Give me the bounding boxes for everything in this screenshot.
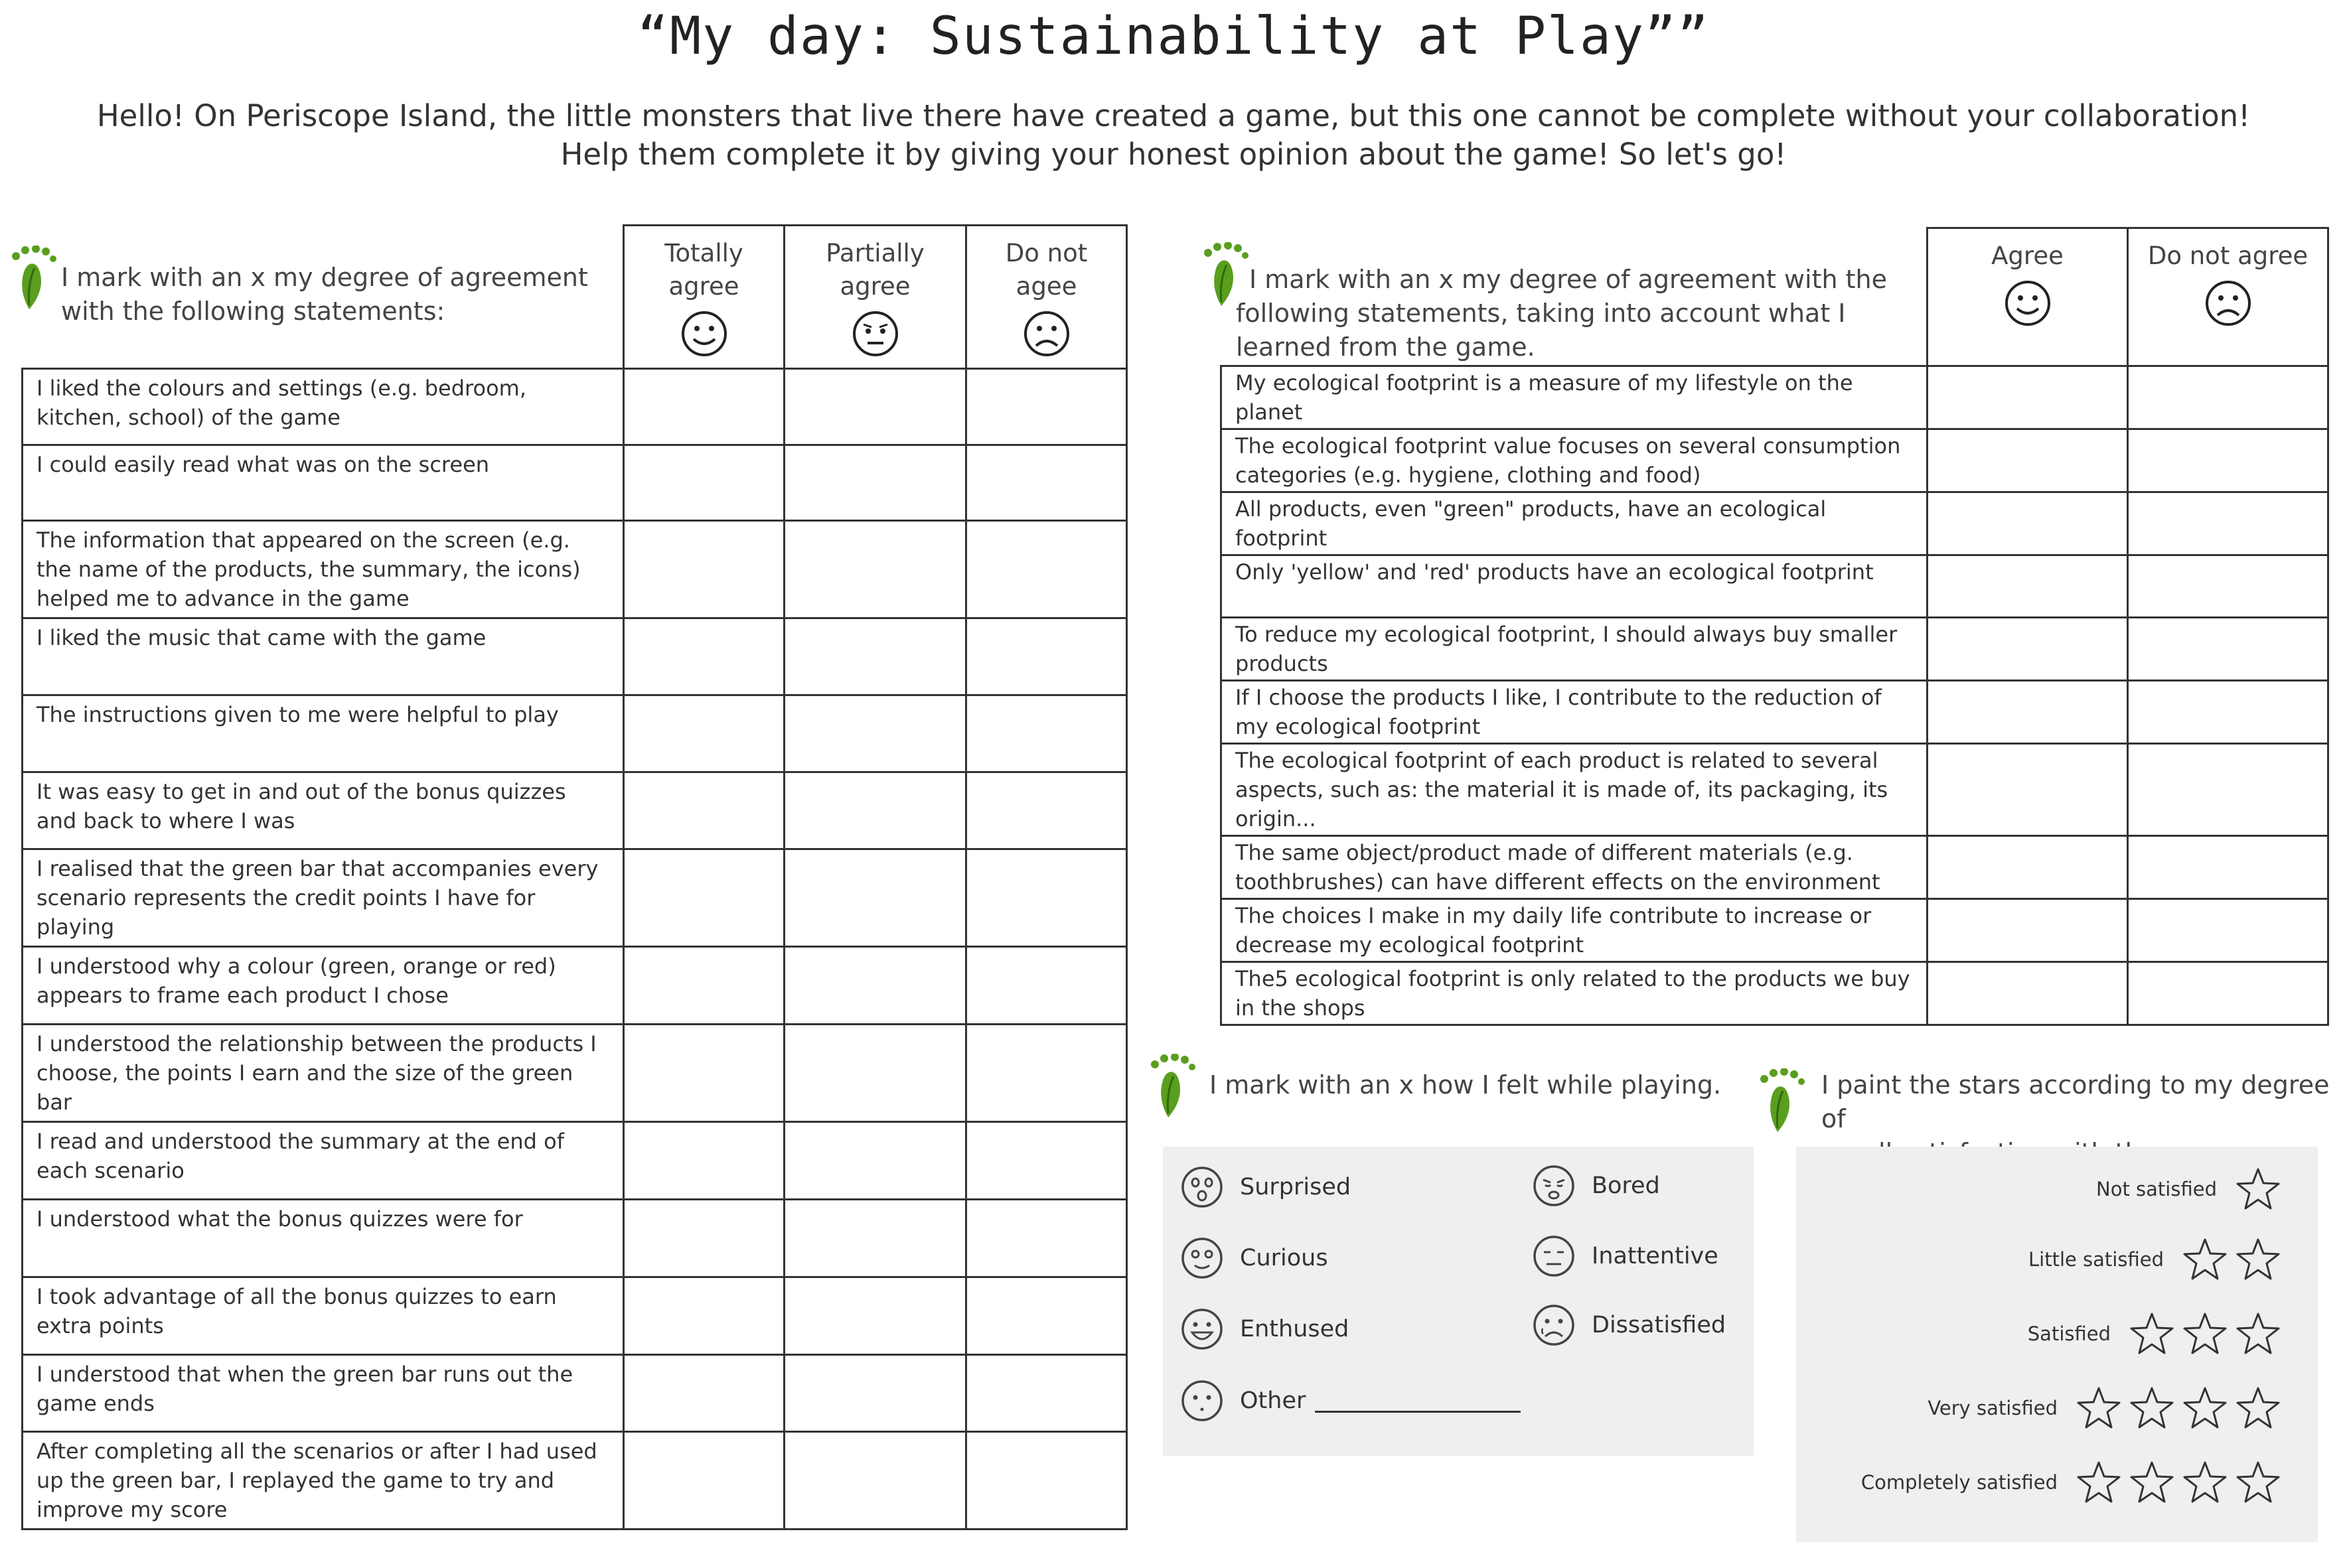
bored-face-icon [1532,1164,1576,1208]
statement-text: To reduce my ecological footprint, I should always buy smaller products [1221,618,1928,681]
table-row [1221,962,2328,1025]
footprint-leaf-icon [1150,1054,1196,1120]
star-icon[interactable] [2129,1386,2174,1431]
section1-instruction: I mark with an x my degree of agreement with the following statements: [61,263,588,326]
star-icon[interactable] [2235,1311,2281,1356]
answer-cell-do-not-agree[interactable] [2128,899,2328,962]
intro-line-1: Hello! On Periscope Island, the little monsters that live there have created a game, but this one cannot be complete without your collaboration! [96,98,2251,133]
col-totally-agree: Totally agree [624,226,785,369]
feeling-bored[interactable]: Bored [1532,1164,1660,1208]
statement-text: The ecological footprint of each product is related to several aspects, such as: the material it is made of, its packaging, its origin... [1221,744,1928,836]
answer-cell-do-not-agree[interactable] [2128,744,2328,836]
table-row [23,1200,1127,1277]
curious-face-icon [1180,1236,1224,1280]
star-icon[interactable] [2235,1167,2281,1212]
statement-text: The ecological footprint value focuses on several consumption categories (e.g. hygiene, clothing and food) [1221,429,1928,492]
table-row [1221,899,2328,962]
answer-cell-do-not-agree[interactable] [966,1277,1127,1355]
answer-cell-do-not-agree[interactable] [966,1025,1127,1122]
answer-cell-agree[interactable] [1928,899,2128,962]
statement-text: I understood why a colour (green, orange or red) appears to frame each product I chose [23,947,624,1025]
star-icon[interactable] [2129,1311,2174,1356]
answer-cell-agree[interactable] [1928,366,2128,429]
answer-cell-partially-agree[interactable] [785,1432,966,1530]
section4-instruction: I paint the stars according to my degree of [1821,1070,2330,1133]
answer-cell-partially-agree[interactable] [785,1200,966,1277]
satisfaction-panel [1796,1147,2318,1542]
statement-text: I understood what the bonus quizzes were for [23,1200,624,1277]
statement-text: I could easily read what was on the screen [23,445,624,521]
footprint-leaf-icon [1759,1068,1805,1135]
star-icon[interactable] [2235,1386,2281,1431]
answer-cell-do-not-agree[interactable] [2128,429,2328,492]
answer-cell-totally-agree[interactable] [624,1277,785,1355]
table-row [23,521,1127,618]
answer-cell-partially-agree[interactable] [785,1025,966,1122]
statement-text: After completing all the scenarios or after I had used up the green bar, I replayed the game to try and improve my score [23,1432,624,1530]
answer-cell-agree[interactable] [1928,836,2128,899]
satisfaction-level-label: Satisfied [2027,1322,2111,1345]
statement-text: Only 'yellow' and 'red' products have an ecological footprint [1221,555,1928,618]
answer-cell-agree[interactable] [1928,555,2128,618]
statement-text: The choices I make in my daily life contribute to increase or decrease my ecological footprint [1221,899,1928,962]
neutral-face-icon [852,310,899,358]
feeling-dissatisfied[interactable]: Dissatisfied [1532,1303,1726,1347]
satisfaction-level-row [2096,1167,2281,1212]
satisfaction-level-row [2028,1311,2281,1356]
answer-cell-partially-agree[interactable] [785,369,966,445]
feeling-other[interactable]: Other [1180,1379,1521,1423]
answer-cell-partially-agree[interactable] [785,521,966,618]
answer-cell-do-not-agree[interactable] [2128,681,2328,744]
statement-text: The information that appeared on the screen (e.g. the name of the products, the summary, the icons) helped me to advance in the game [23,521,624,618]
answer-cell-do-not-agree[interactable] [2128,555,2328,618]
star-icon[interactable] [2129,1460,2174,1505]
table-row [1221,366,2328,429]
answer-cell-do-not-agree[interactable] [2128,836,2328,899]
sad-face-icon [2204,279,2252,327]
statement-text: I took advantage of all the bonus quizzes to earn extra points [23,1277,624,1355]
answer-cell-agree[interactable] [1928,962,2128,1025]
answer-cell-do-not-agree[interactable] [966,1200,1127,1277]
satisfaction-level-label: Very satisfied [1928,1397,2058,1419]
answer-cell-totally-agree[interactable] [624,947,785,1025]
answer-cell-do-not-agree[interactable] [966,369,1127,445]
satisfaction-level-label: Not satisfied [2096,1178,2217,1200]
answer-cell-totally-agree[interactable] [624,695,785,772]
answer-cell-partially-agree[interactable] [785,695,966,772]
table-row [1221,744,2328,836]
feeling-enthused[interactable]: Enthused [1180,1307,1349,1351]
feeling-surprised[interactable]: Surprised [1180,1165,1351,1209]
answer-cell-do-not-agree[interactable] [966,849,1127,947]
answer-cell-do-not-agree[interactable] [966,772,1127,849]
statement-text: The5 ecological footprint is only related to the products we buy in the shops [1221,962,1928,1025]
statement-text: My ecological footprint is a measure of my lifestyle on the planet [1221,366,1928,429]
feeling-inattentive[interactable]: Inattentive [1532,1234,1718,1278]
star-icon[interactable] [2076,1460,2121,1505]
answer-cell-totally-agree[interactable] [624,1122,785,1200]
table-row [23,849,1127,947]
star-icon[interactable] [2235,1460,2281,1505]
other-face-icon [1180,1379,1224,1423]
answer-cell-do-not-agree[interactable] [966,618,1127,695]
answer-cell-do-not-agree[interactable] [2128,366,2328,429]
answer-cell-totally-agree[interactable] [624,369,785,445]
col-do-not-agree: Do not agee [966,226,1127,369]
answer-cell-totally-agree[interactable] [624,1200,785,1277]
satisfaction-level-row [2028,1237,2281,1282]
col-do-not-agree: Do not agree [2128,228,2328,366]
answer-cell-partially-agree[interactable] [785,1277,966,1355]
table-row [23,618,1127,695]
statement-text: I liked the music that came with the game [23,618,624,695]
answer-cell-do-not-agree[interactable] [966,445,1127,521]
answer-cell-totally-agree[interactable] [624,521,785,618]
answer-cell-totally-agree[interactable] [624,772,785,849]
intro-line-2: Help them complete it by giving your honest opinion about the game! So let's go! [560,137,1787,172]
answer-cell-totally-agree[interactable] [624,1025,785,1122]
answer-cell-totally-agree[interactable] [624,1432,785,1530]
answer-cell-partially-agree[interactable] [785,772,966,849]
section2-instruction: I mark with an x my degree of agreement with the following statements, taking into account what I learned from the game. [1236,265,1888,362]
answer-cell-agree[interactable] [1928,618,2128,681]
table-row [1221,836,2328,899]
answer-cell-do-not-agree[interactable] [2128,618,2328,681]
agreement-table-learning [1220,227,2329,1026]
answer-cell-do-not-agree[interactable] [966,1122,1127,1200]
star-icon[interactable] [2182,1237,2228,1282]
table-row [23,1432,1127,1530]
star-icon[interactable] [2182,1311,2228,1356]
table-row [23,947,1127,1025]
answer-cell-partially-agree[interactable] [785,618,966,695]
statement-text: I liked the colours and settings (e.g. bedroom, kitchen, school) of the game [23,369,624,445]
surprised-face-icon [1180,1165,1224,1209]
table-row [23,1355,1127,1432]
answer-cell-do-not-agree[interactable] [2128,492,2328,555]
statement-text: It was easy to get in and out of the bonus quizzes and back to where I was [23,772,624,849]
dissatisfied-face-icon [1532,1303,1576,1347]
answer-cell-totally-agree[interactable] [624,1355,785,1432]
table-row [23,1025,1127,1122]
satisfaction-level-row [1861,1460,2281,1505]
answer-cell-totally-agree[interactable] [624,618,785,695]
table-row [23,695,1127,772]
table-row [23,1277,1127,1355]
star-icon[interactable] [2235,1237,2281,1282]
statement-text: All products, even "green" products, have an ecological footprint [1221,492,1928,555]
answer-cell-totally-agree[interactable] [624,849,785,947]
statement-text: If I choose the products I like, I contribute to the reduction of my ecological footprint [1221,681,1928,744]
answer-cell-do-not-agree[interactable] [966,947,1127,1025]
star-icon[interactable] [2076,1386,2121,1431]
answer-cell-partially-agree[interactable] [785,849,966,947]
inattentive-face-icon [1532,1234,1576,1278]
statement-text: I read and understood the summary at the end of each scenario [23,1122,624,1200]
happy-face-icon [680,310,728,358]
answer-cell-partially-agree[interactable] [785,1122,966,1200]
col-agree: Agree [1928,228,2128,366]
table-row [23,772,1127,849]
intro-text [0,97,2347,174]
table-row [1221,429,2328,492]
answer-cell-agree[interactable] [1928,744,2128,836]
answer-cell-agree[interactable] [1928,681,2128,744]
table-row [23,1122,1127,1200]
star-icon[interactable] [2182,1386,2228,1431]
satisfaction-level-label: Completely satisfied [1860,1471,2058,1494]
agreement-table-game [21,224,1128,1530]
answer-cell-do-not-agree[interactable] [966,695,1127,772]
answer-cell-do-not-agree[interactable] [966,1355,1127,1432]
answer-cell-do-not-agree[interactable] [2128,962,2328,1025]
table-row [1221,618,2328,681]
table-row [23,445,1127,521]
col-partially-agree: Partially agree [785,226,966,369]
page-title: “My day: Sustainability at Play”” [637,7,1710,66]
star-icon[interactable] [2182,1460,2228,1505]
satisfaction-level-label: Little satisfied [2028,1248,2164,1271]
table-row [1221,492,2328,555]
statement-text: The instructions given to me were helpful to play [23,695,624,772]
answer-cell-totally-agree[interactable] [624,445,785,521]
section3-instruction: I mark with an x how I felt while playing. [1209,1070,1722,1100]
feeling-curious[interactable]: Curious [1180,1236,1328,1280]
satisfaction-level-row [1928,1386,2281,1431]
table-row [23,369,1127,445]
table-row [1221,555,2328,618]
statement-text: I realised that the green bar that accompanies every scenario represents the credit points I have for playing [23,849,624,947]
table-row [1221,681,2328,744]
answer-cell-partially-agree[interactable] [785,947,966,1025]
answer-cell-partially-agree[interactable] [785,445,966,521]
other-answer-line[interactable] [1315,1390,1521,1413]
answer-cell-do-not-agree[interactable] [966,1432,1127,1530]
feelings-panel [1163,1147,1754,1456]
statement-text: The same object/product made of different materials (e.g. toothbrushes) can have different effects on the environment [1221,836,1928,899]
statement-text: I understood the relationship between the products I choose, the points I earn and the size of the green bar [23,1025,624,1122]
happy-face-icon [2004,279,2052,327]
answer-cell-agree[interactable] [1928,429,2128,492]
statement-text: I understood that when the green bar runs out the game ends [23,1355,624,1432]
answer-cell-partially-agree[interactable] [785,1355,966,1432]
enthused-face-icon [1180,1307,1224,1351]
answer-cell-do-not-agree[interactable] [966,521,1127,618]
answer-cell-agree[interactable] [1928,492,2128,555]
sad-face-icon [1023,310,1071,358]
